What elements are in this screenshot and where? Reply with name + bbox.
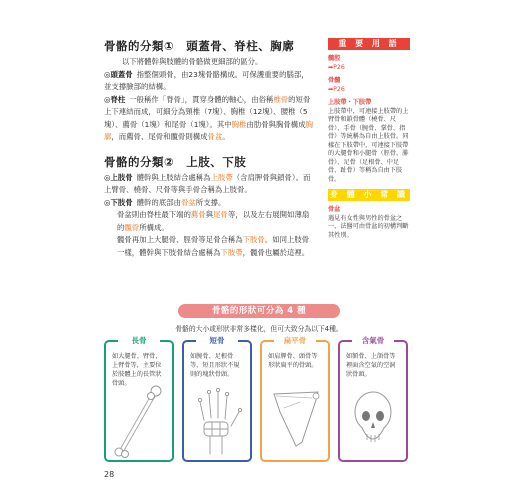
term-skull: 頭蓋骨 bbox=[110, 69, 133, 79]
highlight-vertebra: 椎骨 bbox=[273, 94, 289, 104]
skull-item: ◎頭蓋骨 指整個頭骨，由23塊骨骼構成。可保護重要的腦部，並支撐臉部的結構。 bbox=[104, 69, 309, 91]
highlight-pelvis-2: 骨盆 bbox=[181, 197, 196, 207]
term-lower-limb: 下肢骨 bbox=[110, 197, 133, 207]
vocab-header: 重 要 用 語 bbox=[328, 38, 410, 50]
main-column bbox=[104, 38, 316, 259]
term-upper-limb: 上肢骨 bbox=[110, 172, 133, 182]
vocab-list bbox=[328, 55, 410, 184]
knowledge-header: 身 體 小 常 識 bbox=[329, 190, 409, 199]
card-long-bone bbox=[104, 336, 174, 462]
long-bone-icon bbox=[106, 342, 172, 460]
scapula-icon bbox=[262, 342, 328, 460]
card-title: 短骨 bbox=[196, 335, 238, 346]
vocab-item: 骨髓 ➡P26 bbox=[328, 77, 345, 93]
hand-bones-icon bbox=[184, 342, 250, 460]
section2-title: 骨骼的分類② 上肢、下肢 bbox=[104, 154, 247, 169]
highlight-pelvis: 骨盆 bbox=[207, 132, 223, 141]
spine-item: ◎脊柱 一般稱作「脊骨」，貫穿身體的軸心，由俗稱椎骨的短骨上下連結而成，可細分為頸椎（7塊）、胸椎（12塊）、腰椎（5塊）、薦骨（1塊）和尾骨（1塊）。其中胸椎由肋骨與胸骨構成胸廓，而薦骨、尾骨和髖骨則構成骨盆。 bbox=[104, 94, 313, 141]
highlight-coccyx: 尾骨 bbox=[213, 210, 228, 219]
vocab-item: 上肢帶・下肢帶 上肢帶中，可連接上肢帶的上臂骨和鎖骨體（橈骨、尺骨）、手骨（腕骨、掌骨、指骨）等統稱為自由上肢骨。同樣在下肢帶中，可連接下肢帶的大腿骨和小腿骨（脛骨、腓骨）、足骨（足根骨、中足骨、趾骨）等稱為自由下肢骨。 bbox=[328, 99, 409, 183]
bone-shapes-banner: 骨骼的形狀可分為 4 種 bbox=[178, 304, 340, 318]
highlight-lower-girdle: 下肢帶 bbox=[220, 247, 243, 257]
section1-title: 骨骼的分類① 頭蓋骨、脊柱、胸廓 bbox=[104, 39, 295, 53]
highlight-sacrum: 薦骨 bbox=[190, 210, 206, 219]
highlight-ribcage: 胸廓 bbox=[104, 119, 313, 141]
card-pneumatic-bone bbox=[338, 336, 408, 462]
knowledge-list bbox=[328, 206, 410, 240]
card-title: 長骨 bbox=[118, 335, 160, 346]
lower-limb-paragraph: 髖骨再加上大腿骨、脛骨等足骨合稱為下肢骨。如同上肢骨一樣，體幹與下肢骨結合處稱為下肢帶，髖骨也屬於這裡。 bbox=[117, 235, 310, 257]
skull-icon bbox=[340, 342, 406, 460]
card-short-bone bbox=[182, 336, 252, 462]
knowledge-item: 骨盆 遇見有女性與男性的骨盆之一，法醫可由骨盆的初構判斷其性別。 bbox=[328, 206, 409, 239]
sidebar bbox=[328, 38, 410, 245]
highlight-hipbone: 髖骨 bbox=[124, 222, 140, 232]
card-title: 扁平骨 bbox=[274, 335, 316, 346]
upper-limb-item: ◎上肢骨 體幹與上肢結合處稱為上肢帶（含肩胛骨與鎖骨）。而上臂骨、橈骨、尺骨等與手骨合稱為上肢骨。 bbox=[104, 172, 311, 194]
card-desc: 如肩胛骨、頭骨等形狀扁平的骨頭。 bbox=[268, 353, 318, 369]
card-desc: 如大腿骨、臂骨、上臂骨等，主要位於肢體上的長管狀骨頭。 bbox=[112, 353, 162, 387]
section1-intro: 以下將體幹與肢體的骨骼做更細部的區分。 bbox=[122, 57, 263, 66]
term-spine: 脊柱 bbox=[110, 94, 126, 104]
pelvis-paragraph: 骨盆則由脊柱最下端的薦骨與尾骨等，以及左右展開如薄扇的髖骨所構成。 bbox=[117, 210, 310, 232]
card-desc: 如額骨、上頜骨等裡面含空氣的空洞狀骨頭。 bbox=[346, 353, 396, 378]
bone-shapes-subtitle: 骨骼的大小或形狀非常多樣化，但可大致分為以下4種。 bbox=[175, 325, 343, 333]
card-flat-bone bbox=[260, 336, 330, 462]
skull-text: 指整個頭骨，由23塊骨骼構成。可保護重要的腦部，並支撐臉部的結構。 bbox=[104, 69, 309, 91]
highlight-lower-limb: 下肢骨 bbox=[242, 235, 265, 244]
lower-limb-item: ◎下肢骨 體幹的底部由骨盆所支撐。 bbox=[104, 197, 226, 207]
card-desc: 如腕骨、足根骨等，短且形狀不規則的塊狀骨頭。 bbox=[190, 353, 240, 378]
highlight-thoracic: 胸椎 bbox=[231, 119, 247, 129]
highlight-upper-girdle: 上肢帶 bbox=[210, 172, 233, 182]
vocab-item: 髓腔 ➡P26 bbox=[328, 55, 345, 71]
card-title: 含氣骨 bbox=[352, 335, 394, 346]
page-number: 28 bbox=[104, 470, 115, 479]
